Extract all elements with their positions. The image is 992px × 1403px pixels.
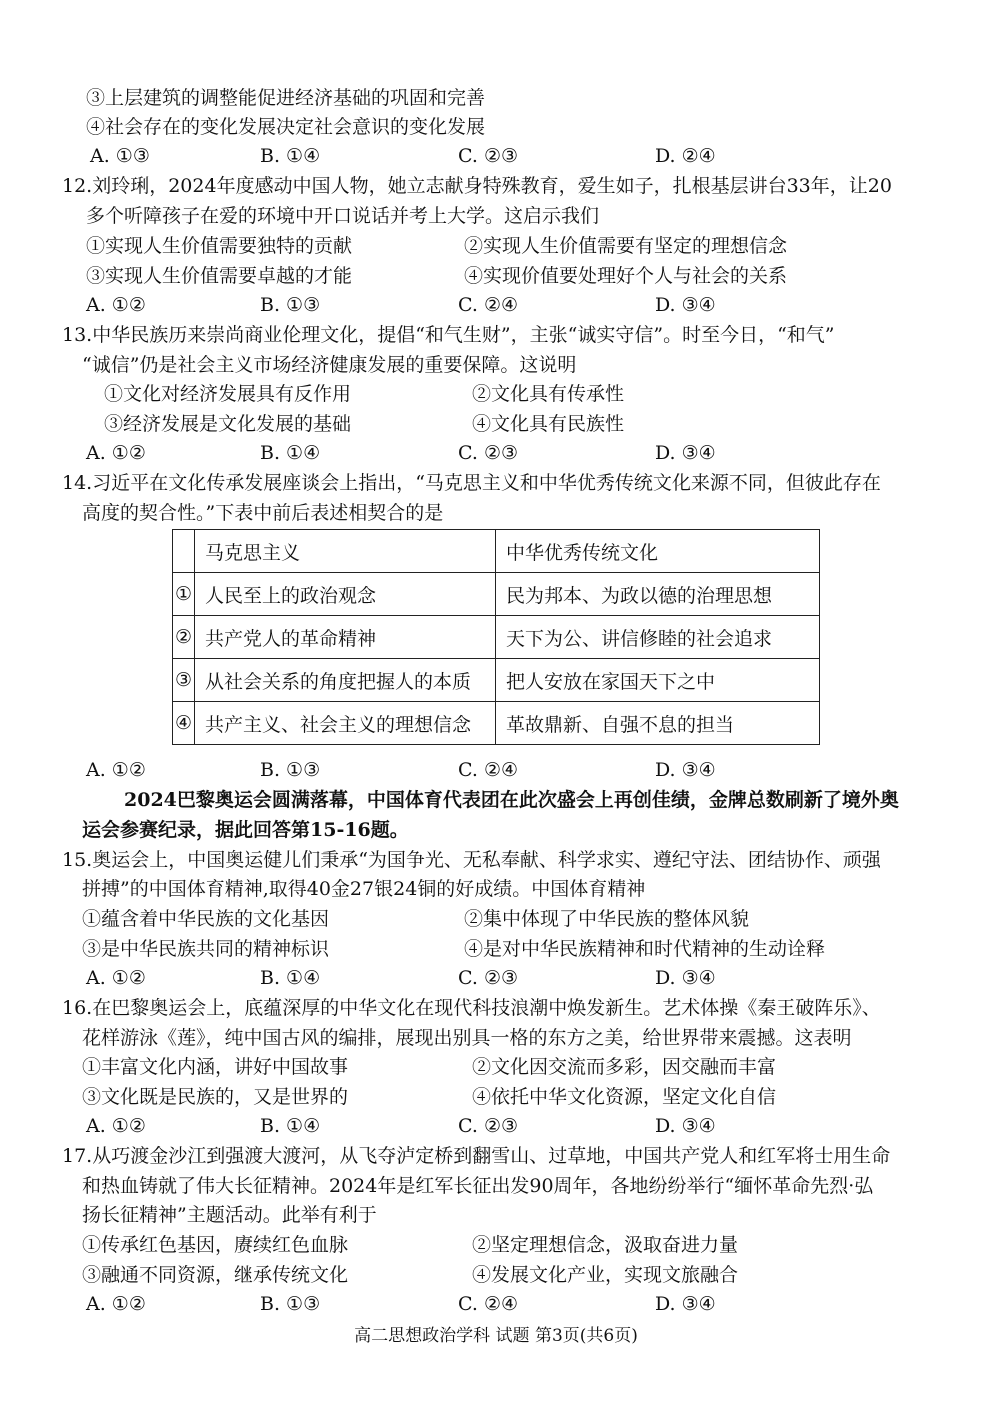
q17-options xyxy=(0,1292,992,1316)
q15-item-4: ④是对中华民族精神和时代精神的生动诠释 xyxy=(464,938,826,960)
table-cell: 从社会关系的角度把握人的本质 xyxy=(195,659,496,702)
table-row xyxy=(173,659,820,702)
q13-stem-line-2: “诚信”仍是社会主义市场经济健康发展的重要保障。这说明 xyxy=(82,354,577,376)
q12-item-3: ③实现人生价值需要卓越的才能 xyxy=(86,265,353,287)
option-c: C. ②③ xyxy=(458,145,519,167)
q12-stem-line-1: 12.刘玲琍，2024年度感动中国人物，她立志献身特殊教育，爱生如子，扎根基层讲台33年，让20 xyxy=(62,175,892,197)
q12-options xyxy=(0,293,992,317)
option-d: D. ③④ xyxy=(655,1293,716,1315)
option-c: C. ②③ xyxy=(458,442,519,464)
option-c: C. ②④ xyxy=(458,759,519,781)
prev-options xyxy=(0,144,992,168)
option-b: B. ①④ xyxy=(260,967,321,989)
q16-item-1: ①丰富文化内涵，讲好中国故事 xyxy=(82,1056,349,1078)
table-cell: 革故鼎新、自强不息的担当 xyxy=(496,702,820,745)
option-a: A. ①② xyxy=(86,442,146,464)
q14-stem-line-1: 14.习近平在文化传承发展座谈会上指出，“马克思主义和中华优秀传统文化来源不同，但彼此存在 xyxy=(62,472,881,494)
page-footer: 高二思想政治学科 试题 第3页(共6页) xyxy=(354,1326,638,1346)
option-d: D. ③④ xyxy=(655,294,716,316)
option-b: B. ①③ xyxy=(260,294,321,316)
table-cell: ① xyxy=(173,573,195,616)
option-c: C. ②④ xyxy=(458,294,519,316)
q16-stem-line-1: 16.在巴黎奥运会上，底蕴深厚的中华文化在现代科技浪潮中焕发新生。艺术体操《秦王破阵乐》、 xyxy=(62,997,881,1019)
table-row xyxy=(173,573,820,616)
option-b: B. ①④ xyxy=(260,1115,321,1137)
table-header-row xyxy=(173,530,820,573)
q14-stem-line-2: 高度的契合性。”下表中前后表述相契合的是 xyxy=(82,502,444,524)
q13-item-1: ①文化对经济发展具有反作用 xyxy=(104,383,352,405)
table-row xyxy=(173,702,820,745)
q16-options xyxy=(0,1114,992,1138)
q15-stem-line-2: 拼搏”的中国体育精神,取得40金27银24铜的好成绩。中国体育精神 xyxy=(82,878,646,900)
table-cell: ④ xyxy=(173,702,195,745)
q17-stem-line-2: 和热血铸就了伟大长征精神。2024年是红军长征出发90周年，各地纷纷举行“缅怀革命先烈·弘 xyxy=(82,1175,874,1197)
q12-item-1: ①实现人生价值需要独特的贡献 xyxy=(86,235,353,257)
option-c: C. ②③ xyxy=(458,967,519,989)
q14-options xyxy=(0,758,992,782)
table-cell: 天下为公、讲信修睦的社会追求 xyxy=(496,616,820,659)
option-a: A. ①② xyxy=(86,759,146,781)
option-a: A. ①② xyxy=(86,1293,146,1315)
q15-item-2: ②集中体现了中华民族的整体风貌 xyxy=(464,908,750,930)
prev-item-4: ④社会存在的变化发展决定社会意识的变化发展 xyxy=(86,116,486,138)
q13-item-2: ②文化具有传承性 xyxy=(472,383,625,405)
option-c: C. ②③ xyxy=(458,1115,519,1137)
q13-item-3: ③经济发展是文化发展的基础 xyxy=(104,413,352,435)
q13-stem-line-1: 13.中华民族历来崇尚商业伦理文化，提倡“和气生财”，主张“诚实守信”。时至今日，“和气” xyxy=(62,324,835,346)
q17-item-3: ③融通不同资源，继承传统文化 xyxy=(82,1264,349,1286)
table-cell: 把人安放在家国天下之中 xyxy=(496,659,820,702)
table-header-cell: 中华优秀传统文化 xyxy=(496,530,820,573)
q15-stem-line-1: 15.奥运会上，中国奥运健儿们秉承“为国争光、无私奉献、科学求实、遵纪守法、团结协作、顽强 xyxy=(62,849,881,871)
q15-options xyxy=(0,966,992,990)
option-d: D. ③④ xyxy=(655,442,716,464)
option-d: D. ③④ xyxy=(655,967,716,989)
q17-item-2: ②坚定理想信念，汲取奋进力量 xyxy=(472,1234,739,1256)
q15-item-3: ③是中华民族共同的精神标识 xyxy=(82,938,330,960)
option-a: A. ①② xyxy=(86,967,146,989)
q16-stem-line-2: 花样游泳《莲》，纯中国古风的编排，展现出别具一格的东方之美，给世界带来震撼。这表明 xyxy=(82,1027,852,1049)
q17-item-1: ①传承红色基因，赓续红色血脉 xyxy=(82,1234,349,1256)
table-cell: 人民至上的政治观念 xyxy=(195,573,496,616)
option-d: D. ②④ xyxy=(655,145,716,167)
q16-item-4: ④依托中华文化资源，坚定文化自信 xyxy=(472,1086,777,1108)
option-a: A. ①② xyxy=(86,294,146,316)
option-b: B. ①④ xyxy=(260,145,321,167)
table-cell: 共产主义、社会主义的理想信念 xyxy=(195,702,496,745)
table-row xyxy=(173,616,820,659)
table-cell: 共产党人的革命精神 xyxy=(195,616,496,659)
q16-item-3: ③文化既是民族的，又是世界的 xyxy=(82,1086,349,1108)
table-cell: ③ xyxy=(173,659,195,702)
intro-line-1: 2024巴黎奥运会圆满落幕，中国体育代表团在此次盛会上再创佳绩，金牌总数刷新了境外奥 xyxy=(124,789,899,811)
q12-item-4: ④实现价值要处理好个人与社会的关系 xyxy=(464,265,788,287)
option-c: C. ②④ xyxy=(458,1293,519,1315)
option-d: D. ③④ xyxy=(655,759,716,781)
option-a: A. ①② xyxy=(86,1115,146,1137)
table-header-cell: 马克思主义 xyxy=(195,530,496,573)
q13-options xyxy=(0,441,992,465)
table-header-cell xyxy=(173,530,195,573)
q13-item-4: ④文化具有民族性 xyxy=(472,413,625,435)
option-b: B. ①③ xyxy=(260,759,321,781)
q12-item-2: ②实现人生价值需要有坚定的理想信念 xyxy=(464,235,788,257)
comparison-table xyxy=(172,529,820,745)
q17-stem-line-1: 17.从巧渡金沙江到强渡大渡河，从飞夺泸定桥到翻雪山、过草地，中国共产党人和红军将士用生命 xyxy=(62,1145,891,1167)
option-a: A. ①③ xyxy=(90,145,150,167)
option-d: D. ③④ xyxy=(655,1115,716,1137)
intro-line-2: 运会参赛纪录，据此回答第15-16题。 xyxy=(82,819,409,841)
q16-item-2: ②文化因交流而多彩，因交融而丰富 xyxy=(472,1056,777,1078)
prev-item-3: ③上层建筑的调整能促进经济基础的巩固和完善 xyxy=(86,87,486,109)
table-cell: ② xyxy=(173,616,195,659)
q17-stem-line-3: 扬长征精神”主题活动。此举有利于 xyxy=(82,1204,377,1226)
table-cell: 民为邦本、为政以德的治理思想 xyxy=(496,573,820,616)
option-b: B. ①④ xyxy=(260,442,321,464)
q15-item-1: ①蕴含着中华民族的文化基因 xyxy=(82,908,330,930)
q17-item-4: ④发展文化产业，实现文旅融合 xyxy=(472,1264,739,1286)
option-b: B. ①③ xyxy=(260,1293,321,1315)
q12-stem-line-2: 多个听障孩子在爱的环境中开口说话并考上大学。这启示我们 xyxy=(86,205,600,227)
